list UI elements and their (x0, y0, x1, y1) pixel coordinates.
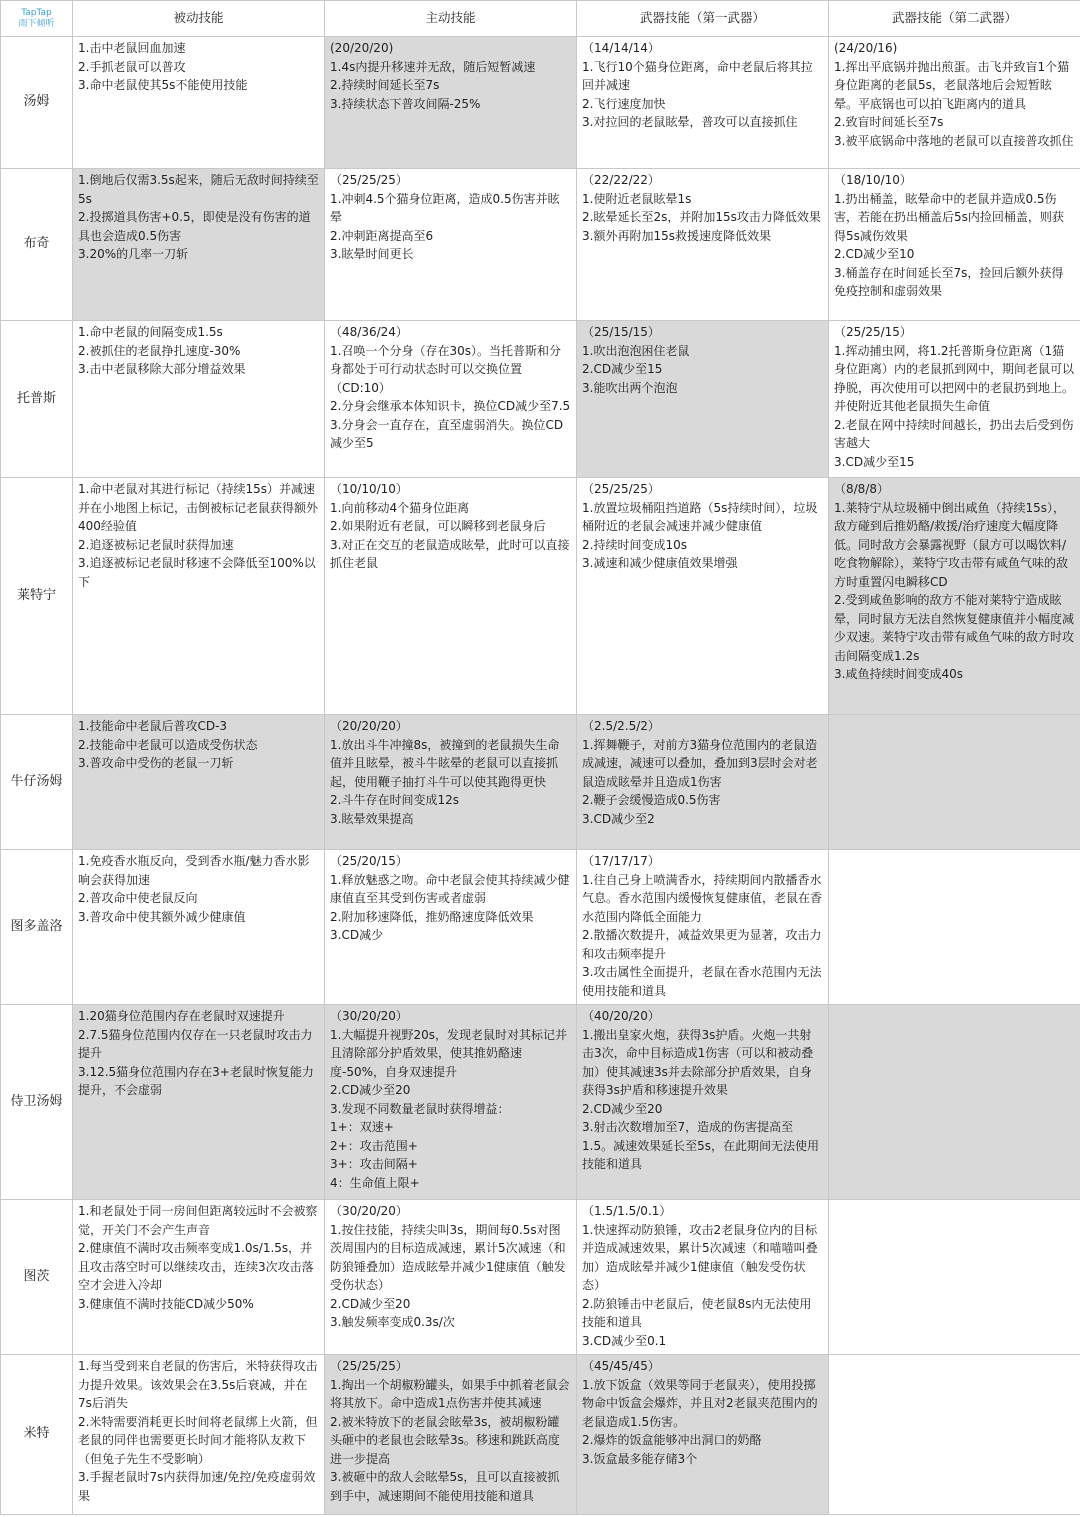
skill-line: 3.对拉回的老鼠眩晕，普攻可以直接抓住 (582, 115, 798, 129)
table-row (1, 478, 1080, 715)
skill-line: 3.被砸中的敌人会眩晕5s，且可以直接被抓到手中，减速期间不能使用技能和道具 (330, 1470, 560, 1503)
skill-line: 3.射击次数增加至7，造成的伤害提高至1.5。减速效果延长至5s，在此期间无法使用技能和道具 (582, 1120, 819, 1171)
skill-line: 2.CD减少至20 (330, 1083, 411, 1097)
skill-line: 3.手握老鼠时7s内获得加速/免控/免疫虚弱效果 (78, 1470, 316, 1503)
skill-line: 3.普攻命中使其额外减少健康值 (78, 909, 246, 924)
skill-line: （30/20/20） (330, 1204, 408, 1218)
skill-line: （17/17/17） (582, 854, 660, 868)
skill-line: （25/25/25） (330, 173, 408, 187)
weapon-skill-2-cell (829, 478, 1080, 715)
skill-line: 2.附加移速降低，推奶酪速度降低效果 (330, 909, 534, 924)
skill-line: 3.能吹出两个泡泡 (582, 380, 678, 395)
character-name: 布奇 (1, 169, 73, 321)
weapon-skill-1-cell (577, 715, 829, 850)
skill-line: 2.防狼锤击中老鼠后，使老鼠8s内无法使用技能和道具 (582, 1296, 812, 1329)
skill-line: 3.12.5猫身位范围内存在3+老鼠时恢复能力提升，不会虚弱 (78, 1064, 314, 1097)
skill-line: 2.眩晕延长至2s，并附加15s攻击力降低效果 (582, 210, 821, 224)
skill-line: 2.持续时间延长至7s (330, 78, 440, 92)
skill-line: 1.挥动捕虫网，将1.2托普斯身位距离（1猫身位距离）内的老鼠抓到网中，期间老鼠可以挣脱，再次使用可以把网中的老鼠扔到地上。并使附近其他老鼠损失生命值 (834, 343, 1075, 413)
table-row (1, 850, 1080, 1005)
skill-line: （10/10/10） (330, 482, 408, 496)
table-row (1, 1005, 1080, 1200)
table-row (1, 1355, 1080, 1515)
skill-line: 3.触发频率变成0.3s/次 (330, 1315, 455, 1329)
character-name: 米特 (1, 1355, 73, 1515)
skill-line: 1.命中老鼠的间隔变成1.5s (78, 325, 223, 339)
skill-line: （30/20/20） (330, 1009, 408, 1023)
skill-line: 3.被平底锅命中落地的老鼠可以直接普攻抓住 (834, 133, 1074, 148)
active-skill-cell (325, 37, 577, 169)
character-name: 侍卫汤姆 (1, 1005, 73, 1200)
passive-skill-cell (73, 478, 325, 715)
skill-line: （18/10/10） (834, 173, 912, 187)
weapon-skill-1-cell (577, 850, 829, 1005)
skill-line: （20/20/20） (330, 719, 408, 733)
skill-line: 2.追逐被标记老鼠时获得加速 (78, 537, 234, 552)
passive-skill-cell (73, 321, 325, 478)
skill-line: （2.5/2.5/2） (582, 719, 660, 733)
skill-line: 1.大幅提升视野20s，发现老鼠时对其标记并且清除部分护盾效果，使其推奶酪速度-50%，自身双速提升 (330, 1027, 567, 1079)
weapon-skill-2-cell (829, 1355, 1080, 1515)
skill-line: （45/45/45） (582, 1359, 660, 1373)
skill-line: 2.分身会继承本体知识卡，换位CD减少至7.5 (330, 399, 571, 413)
active-skill-cell (325, 321, 577, 478)
skill-line: 1.搬出皇家火炮，获得3s护盾。火炮一共射击3次，命中目标造成1伤害（可以和被动叠加）使其减速3s并去除部分护盾效果，自身获得3s护盾和移速提升效果 (582, 1027, 814, 1097)
skill-line: 3.眩晕效果提高 (330, 811, 414, 826)
weapon-skill-2-cell (829, 1005, 1080, 1200)
skill-line: 1.命中老鼠对其进行标记（持续15s）并减速并在小地图上标记，击倒被标记老鼠获得额外400经验值 (78, 482, 319, 533)
skill-line: 1.召唤一个分身（存在30s）。当托普斯和分身都处于可行动状态时可以交换位置（CD:10） (330, 343, 561, 395)
skill-line: 1.倒地后仅需3.5s起来，随后无敌时间持续至5s (78, 173, 319, 206)
skill-line: 3.击中老鼠移除大部分增益效果 (78, 362, 246, 376)
header-weapon-skill-2: 武器技能（第二武器） (829, 1, 1080, 37)
skill-line: 2.米特需要消耗更长时间将老鼠绑上火箭，但老鼠的同伴也需要更长时间才能将队友救下（但兔子先生不受影响） (78, 1414, 318, 1466)
skill-line: 3.命中老鼠使其5s不能使用技能 (78, 78, 248, 92)
skill-line: 3.桶盖存在时间延长至7s，捡回后额外获得免疫控制和虚弱效果 (834, 265, 1064, 298)
skill-line: 1.每当受到来自老鼠的伤害后，米特获得攻击力提升效果。该效果会在3.5s后衰减，并在7s后消失 (78, 1359, 318, 1410)
skill-line: 3.饭盒最多能存储3个 (582, 1451, 698, 1466)
skill-line: 3.普攻命中受伤的老鼠一刀斩 (78, 756, 234, 770)
skill-line: 3.对正在交互的老鼠造成眩晕，此时可以直接抓住老鼠 (330, 537, 570, 570)
skill-line: 2.普攻命中使老鼠反向 (78, 891, 198, 905)
active-skill-cell (325, 1005, 577, 1200)
skill-line: 1.释放魅惑之吻。命中老鼠会使其持续减少健康值直至其受到伤害或者虚弱 (330, 872, 570, 905)
watermark-line2: 雨下倾听 (18, 18, 55, 29)
skill-line: 2.冲刺距离提高至6 (330, 228, 434, 243)
skill-line: 1.放置垃圾桶阻挡道路（5s持续时间），垃圾桶附近的老鼠会减速并减少健康值 (582, 500, 818, 533)
skill-line: 2.老鼠在网中持续时间越长，扔出去后受到伤害越大 (834, 417, 1074, 450)
character-name: 图多盖洛 (1, 850, 73, 1005)
skill-line: 3.咸鱼持续时间变成40s (834, 667, 963, 681)
weapon-skill-1-cell (577, 321, 829, 478)
weapon-skill-1-cell (577, 1355, 829, 1515)
skill-line: 2.7.5猫身位范围内仅存在一只老鼠时攻击力提升 (78, 1027, 313, 1060)
active-skill-cell (325, 478, 577, 715)
skill-line: 3.分身会一直存在，直至虚弱消失。换位CD减少至5 (330, 417, 564, 450)
skill-line: （25/20/15） (330, 854, 408, 868)
skill-line: 3.健康值不满时技能CD减少50% (78, 1296, 254, 1311)
skill-line: 2.鞭子会缓慢造成0.5伤害 (582, 793, 721, 807)
character-name: 托普斯 (1, 321, 73, 478)
character-name: 汤姆 (1, 37, 73, 169)
skill-line: 1.技能命中老鼠后普攻CD-3 (78, 719, 228, 733)
skill-line: （8/8/8） (834, 482, 889, 496)
skill-line: （1.5/1.5/0.1） (582, 1204, 672, 1218)
skill-line: 3.减速和减少健康值效果增强 (582, 556, 738, 570)
skill-line: 1.挥出平底锅并抛出煎蛋。击飞并致盲1个猫身位距离的老鼠5s，老鼠落地后会短暂眩晕。平底锅也可以拍飞距离内的道具 (834, 59, 1070, 111)
skill-line: 2.技能命中老鼠可以造成受伤状态 (78, 737, 258, 752)
skill-line: 1.扔出桶盖，眩晕命中的老鼠并造成0.5伤害，若能在扔出桶盖后5s内捡回桶盖，则获得5s减伤效果 (834, 191, 1064, 243)
weapon-skill-2-cell (829, 321, 1080, 478)
skill-line: (20/20/20) (330, 41, 394, 55)
active-skill-cell (325, 1200, 577, 1355)
passive-skill-cell (73, 715, 325, 850)
skill-line: 3.攻击属性全面提升，老鼠在香水范围内无法使用技能和道具 (582, 965, 822, 998)
skill-line: 2.CD减少至20 (330, 1296, 411, 1311)
skill-line: 3.发现不同数量老鼠时获得增益： (330, 1101, 510, 1116)
character-name: 牛仔汤姆 (1, 715, 73, 850)
skill-line: 2.飞行速度加快 (582, 96, 666, 111)
skill-line: 2.被米特放下的老鼠会眩晕3s，被胡椒粉罐头砸中的老鼠也会眩晕3s。移速和跳跃高度进一步提高 (330, 1414, 560, 1466)
skill-line: 1.免疫香水瓶反向，受到香水瓶/魅力香水影响会获得加速 (78, 854, 310, 887)
skill-line: 3.CD减少至0.1 (582, 1333, 667, 1348)
active-skill-cell (325, 1355, 577, 1515)
skill-line: 2.CD减少至20 (582, 1101, 663, 1116)
skill-line: 2.CD减少至15 (582, 362, 663, 376)
skill-line: 2.如果附近有老鼠，可以瞬移到老鼠身后 (330, 519, 546, 533)
skill-line: 1.4s内提升移速并无敌，随后短暂减速 (330, 59, 536, 74)
skill-line: 2.CD减少至10 (834, 247, 915, 261)
skill-line: 1.飞行10个猫身位距离，命中老鼠后将其拉回并减速 (582, 59, 813, 92)
skill-line: 1.放出斗牛冲撞8s，被撞到的老鼠损失生命值并且眩晕，被斗牛眩晕的老鼠可以直接抓起，使用鞭子抽打斗牛可以使其跑得更快 (330, 737, 560, 789)
skill-line: （25/15/15） (582, 325, 660, 339)
watermark-line1: TapTap (21, 7, 52, 18)
skill-line: 3.额外再附加15s救援速度降低效果 (582, 228, 771, 243)
weapon-skill-1-cell (577, 478, 829, 715)
passive-skill-cell (73, 1355, 325, 1515)
skill-line: 2.受到咸鱼影响的敌方不能对莱特宁造成眩晕，同时鼠方无法自然恢复健康值并小幅度减少双速。莱特宁攻击带有咸鱼气味的敌方时攻击间隔变成1.2s (834, 593, 1075, 663)
table-row (1, 169, 1080, 321)
skill-line: 2.手抓老鼠可以普攻 (78, 59, 186, 74)
skill-line: 3.追逐被标记老鼠时移速不会降低至100%以下 (78, 556, 316, 589)
skill-line: 1.放下饭盒（效果等同于老鼠夹），使用投掷物命中饭盒会爆炸，并且对2老鼠夹范围内的老鼠造成1.5伤害。 (582, 1377, 818, 1429)
weapon-skill-2-cell (829, 715, 1080, 850)
skill-line: （14/14/14） (582, 41, 660, 55)
skill-line: 1.和老鼠处于同一房间但距离较远时不会被察觉，开关门不会产生声音 (78, 1204, 318, 1237)
skill-line: 1.向前移动4个猫身位距离 (330, 500, 470, 515)
character-name: 莱特宁 (1, 478, 73, 715)
skill-line: 1.使附近老鼠眩晕1s (582, 191, 692, 206)
skill-line: 2.斗牛存在时间变成12s (330, 793, 459, 807)
skill-line: （25/25/25） (330, 1359, 408, 1373)
skill-line: 3.CD减少至2 (582, 811, 655, 826)
passive-skill-cell (73, 169, 325, 321)
skill-line: （22/22/22） (582, 173, 660, 187)
skill-line: 1.莱特宁从垃圾桶中倒出咸鱼（持续15s），敌方碰到后推奶酪/救援/治疗速度大幅度降低。同时敌方会暴露视野（鼠方可以喝饮料/吃食物解除），莱特宁攻击带有咸鱼气味的敌方时重置闪电瞬移CD (834, 500, 1069, 589)
table-row (1, 1200, 1080, 1355)
skill-line: 2.爆炸的饭盒能够冲出洞口的奶酪 (582, 1433, 762, 1447)
skill-line: （25/25/15） (834, 325, 912, 339)
skill-line: 3.眩晕时间更长 (330, 247, 414, 261)
skill-line: 3.CD减少至15 (834, 454, 915, 469)
skill-line: 1.往自己身上喷满香水，持续期间内散播香水气息。香水范围内缓慢恢复健康值，老鼠在香水范围内降低全面能力 (582, 872, 823, 924)
skill-line: （48/36/24） (330, 325, 408, 339)
skill-line: 3+：攻击间隔+ (330, 1157, 418, 1171)
skill-line: 3.CD减少 (330, 928, 384, 942)
watermark (1, 1, 73, 37)
passive-skill-cell (73, 37, 325, 169)
weapon-skill-2-cell (829, 169, 1080, 321)
passive-skill-cell (73, 850, 325, 1005)
skill-line: 2+：攻击范围+ (330, 1138, 418, 1153)
character-name: 图茨 (1, 1200, 73, 1355)
skill-line: 2.散播次数提升，减益效果更为显著，攻击力和攻击频率提升 (582, 928, 822, 961)
header-row (1, 1, 1080, 37)
skill-line: 2.持续时间变成10s (582, 537, 687, 552)
skill-line: (24/20/16) (834, 41, 898, 55)
active-skill-cell (325, 715, 577, 850)
weapon-skill-2-cell (829, 1200, 1080, 1355)
skill-line: 3.持续状态下普攻间隔-25% (330, 96, 481, 111)
skill-line: 3.20%的几率一刀斩 (78, 247, 189, 261)
header-active-skill: 主动技能 (325, 1, 577, 37)
skill-line: 1.快速挥动防狼锤，攻击2老鼠身位内的目标并造成减速效果，累计5次减速（和喵喵叫叠加）造成眩晕并减少1健康值（触发受伤状态） (582, 1222, 818, 1292)
weapon-skill-2-cell (829, 37, 1080, 169)
skill-line: 4：生命值上限+ (330, 1175, 420, 1190)
weapon-skill-1-cell (577, 1005, 829, 1200)
skill-line: 1+：双速+ (330, 1120, 394, 1134)
passive-skill-cell (73, 1005, 325, 1200)
table-row (1, 715, 1080, 850)
skill-line: 1.击中老鼠回血加速 (78, 41, 186, 55)
table-row (1, 37, 1080, 169)
skill-line: 2.投掷道具伤害+0.5，即使是没有伤害的道具也会造成0.5伤害 (78, 210, 311, 243)
skill-line: 1.挥舞鞭子，对前方3猫身位范围内的老鼠造成减速，减速可以叠加，叠加到3层时会对老鼠造成眩晕并且造成1伤害 (582, 737, 818, 789)
skill-line: 2.健康值不满时攻击频率变成1.0s/1.5s，并且攻击落空时可以继续攻击，连续3次攻击落空才会进入冷却 (78, 1241, 314, 1292)
weapon-skill-1-cell (577, 1200, 829, 1355)
table-row (1, 321, 1080, 478)
weapon-skill-1-cell (577, 169, 829, 321)
header-weapon-skill-1: 武器技能（第一武器） (577, 1, 829, 37)
active-skill-cell (325, 169, 577, 321)
active-skill-cell (325, 850, 577, 1005)
skill-line: （25/25/25） (582, 482, 660, 496)
skill-line: 1.按住技能，持续尖叫3s，期间每0.5s对图茨周围内的目标造成减速，累计5次减速（和防狼锤叠加）造成眩晕并减少1健康值（触发受伤状态） (330, 1222, 566, 1292)
skill-line: （40/20/20） (582, 1009, 660, 1023)
skill-line: 1.吹出泡泡困住老鼠 (582, 343, 690, 358)
weapon-skill-1-cell (577, 37, 829, 169)
header-passive-skill: 被动技能 (73, 1, 325, 37)
skill-line: 1.冲刺4.5个猫身位距离，造成0.5伤害并眩晕 (330, 191, 560, 224)
passive-skill-cell (73, 1200, 325, 1355)
skill-line: 2.被抓住的老鼠挣扎速度-30% (78, 343, 241, 358)
weapon-skill-2-cell (829, 850, 1080, 1005)
skill-line: 2.致盲时间延长至7s (834, 115, 944, 129)
skill-line: 1.掏出一个胡椒粉罐头，如果手中抓着老鼠会将其放下。命中造成1点伤害并使其减速 (330, 1377, 570, 1410)
skill-line: 1.20猫身位范围内存在老鼠时双速提升 (78, 1009, 285, 1023)
